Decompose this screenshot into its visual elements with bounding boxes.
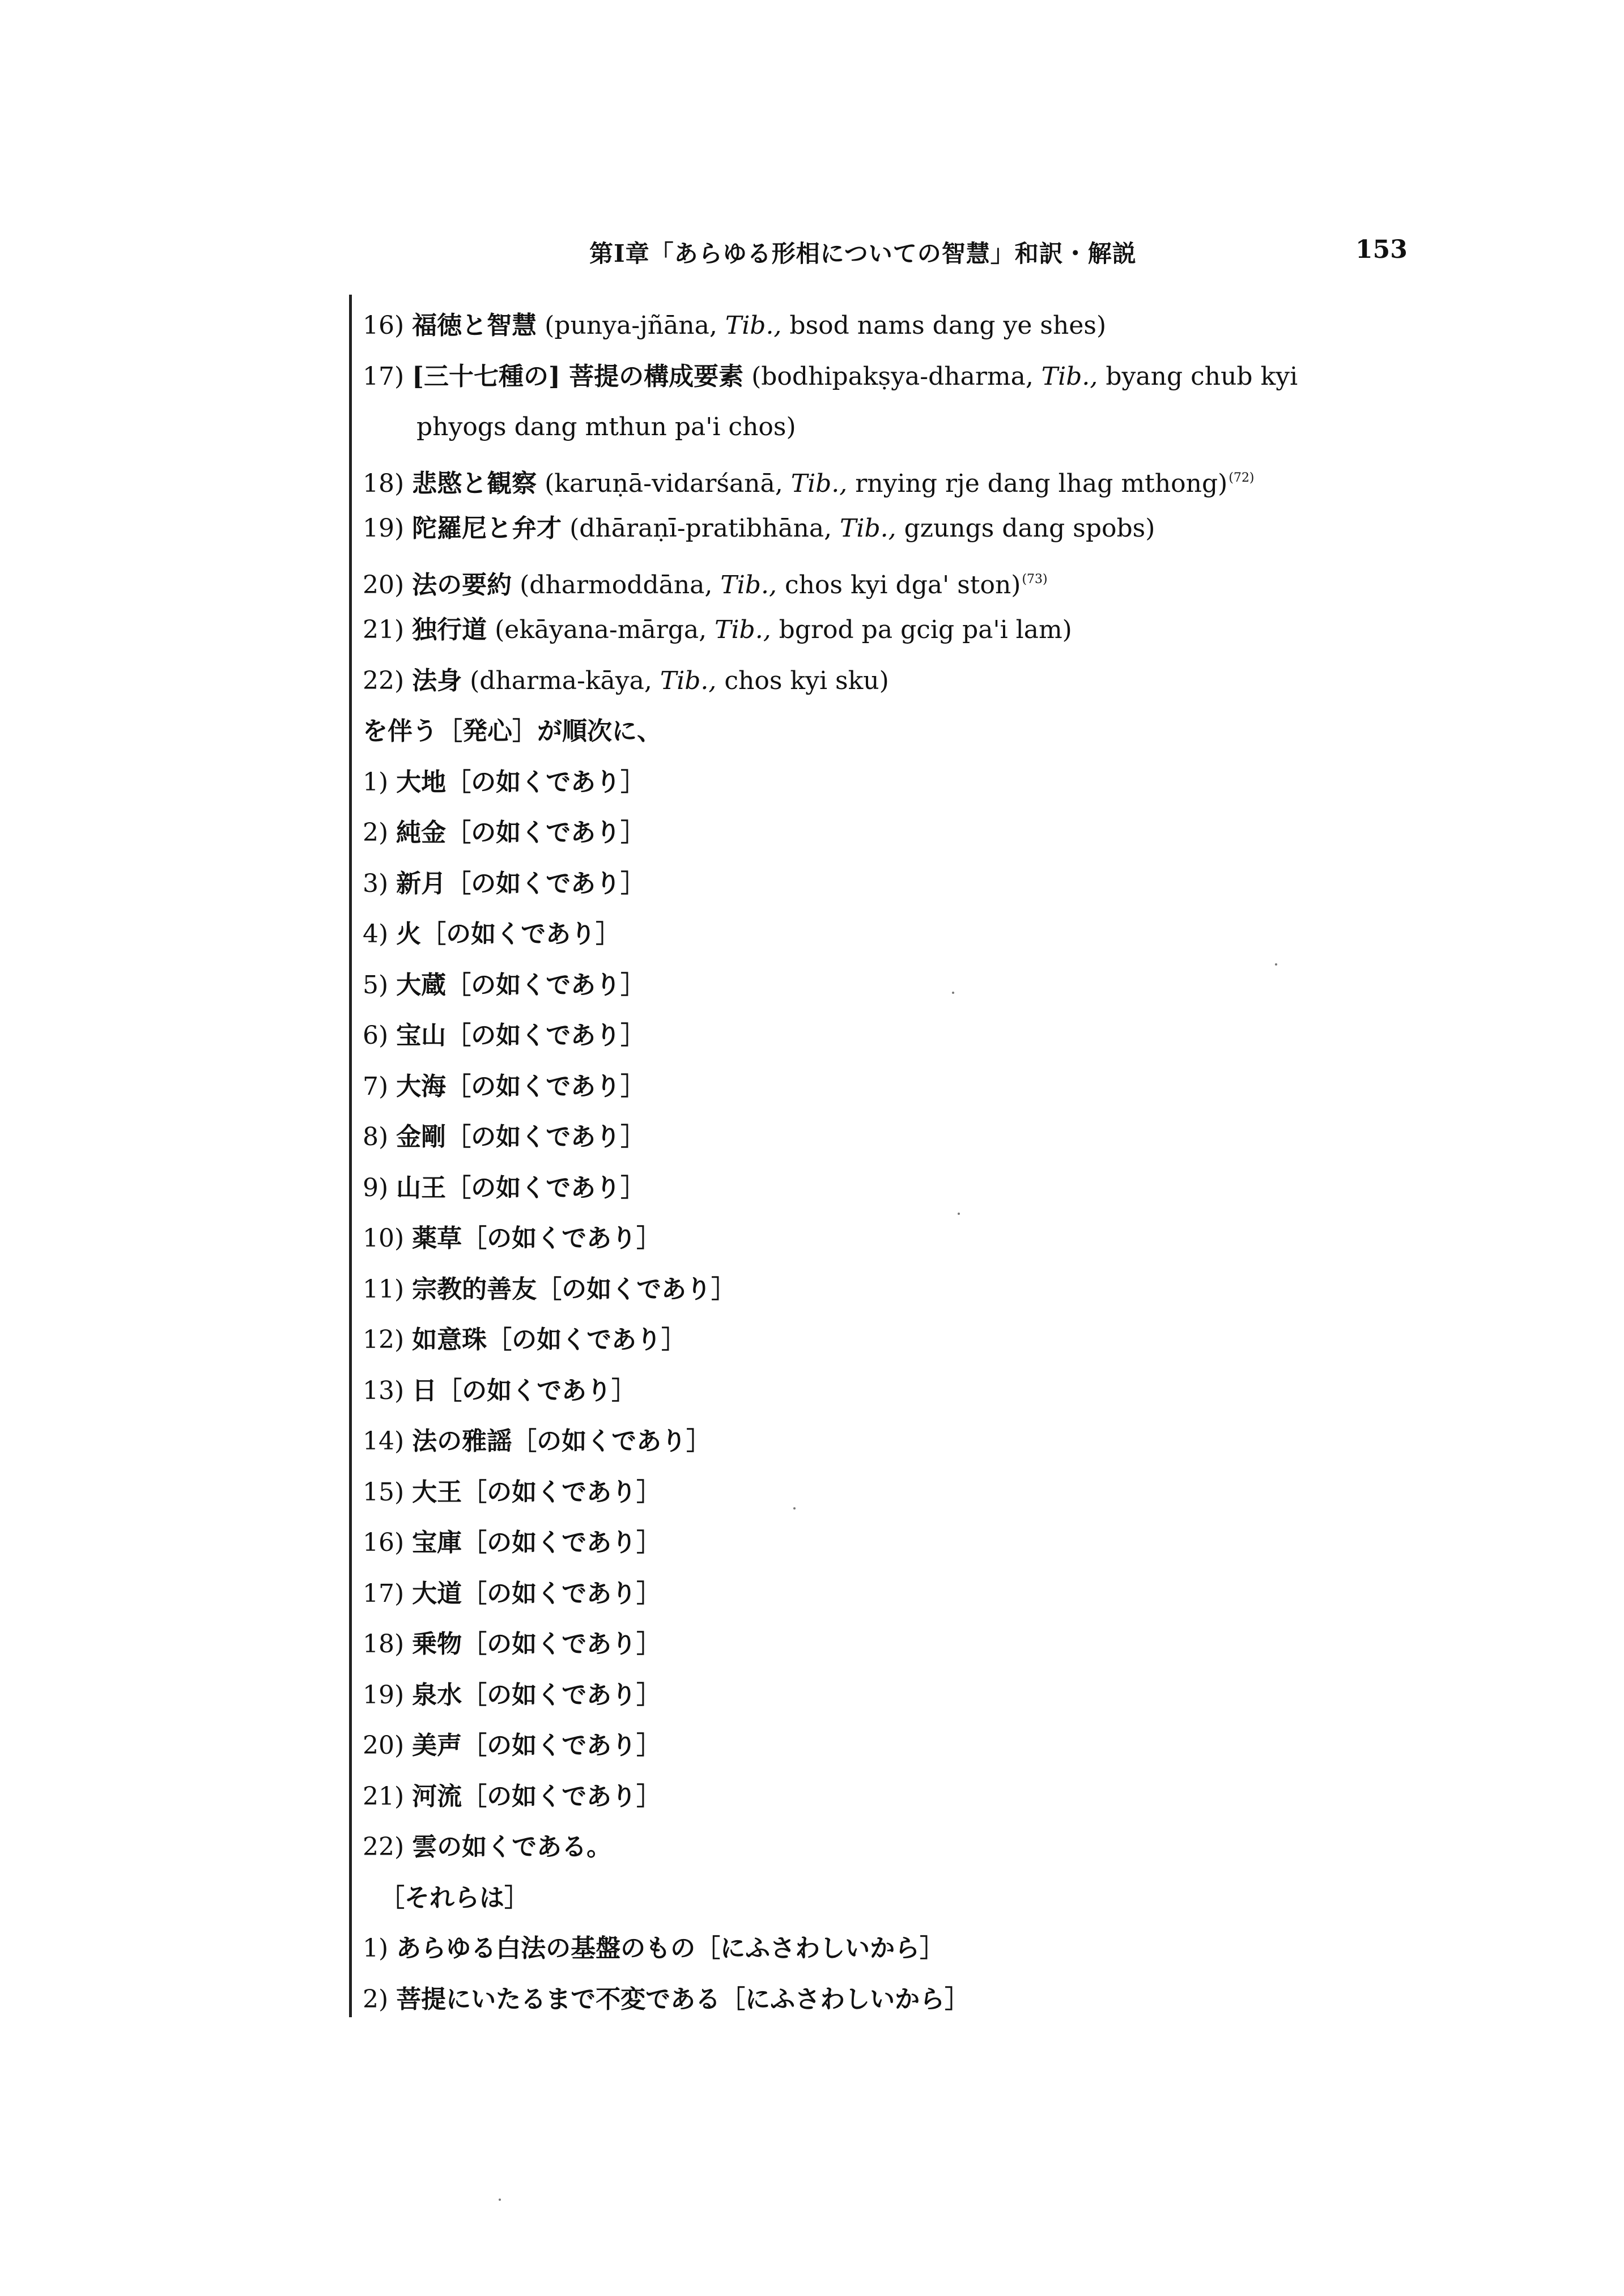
simile-item	[363, 1771, 1405, 1822]
simile-item	[363, 1163, 1405, 1214]
scan-speck	[958, 1213, 960, 1215]
item-number: 14)	[363, 1427, 413, 1456]
simile-item	[363, 1467, 1405, 1518]
simile-text: 宗教的善友［の如くであり］	[412, 1274, 737, 1304]
tib-label: Tib.,	[725, 311, 782, 340]
scan-speck	[499, 2199, 501, 2201]
item-tibetan: bgrod pa gcig pa'i lam)	[771, 615, 1072, 644]
tib-label: Tib.,	[660, 666, 717, 695]
reason-item	[363, 1923, 1405, 1974]
tib-label: Tib.,	[1041, 362, 1098, 391]
scan-speck	[793, 1507, 796, 1510]
item-term: 悲愍と観察	[412, 469, 537, 498]
item-tibetan: bsod nams dang ye shes)	[781, 311, 1107, 340]
item-term: 法身	[412, 666, 462, 695]
item-sanskrit: (ekāyana-mārga,	[487, 615, 715, 644]
item-number: 1)	[363, 767, 397, 797]
footnote-ref: (73)	[1022, 572, 1048, 586]
item-number: 3)	[363, 869, 397, 898]
simile-item	[363, 1061, 1405, 1112]
simile-item	[363, 1112, 1405, 1163]
simile-text: 美声［の如くであり］	[412, 1731, 662, 1760]
margin-bar	[349, 295, 352, 2017]
item-number: 12)	[363, 1325, 413, 1354]
list-item	[363, 453, 1405, 504]
simile-text: 大地［の如くであり］	[396, 767, 646, 797]
item-sanskrit: (dharma-kāya,	[462, 666, 660, 695]
list-item	[363, 656, 1405, 707]
simile-text: 雲の如くである。	[412, 1832, 612, 1861]
simile-item	[363, 909, 1405, 960]
item-number: 22)	[363, 666, 413, 695]
item-tibetan: gzungs dang spobs)	[896, 514, 1155, 543]
item-number: 1)	[363, 1934, 397, 1963]
scan-speck	[1275, 963, 1277, 966]
simile-text: 純金［の如くであり］	[396, 818, 646, 847]
simile-item	[363, 1822, 1405, 1873]
item-number: 19)	[363, 514, 413, 543]
simile-item	[363, 1416, 1405, 1467]
reason-text: あらゆる白法の基盤のもの［にふさわしいから］	[396, 1934, 945, 1963]
running-head: 第Ⅰ章「あらゆる形相についての智慧」和訳・解説	[589, 240, 1137, 267]
simile-item	[363, 1366, 1405, 1417]
page-body	[363, 300, 1405, 2025]
item-tibetan: chos kyi dga' ston)	[776, 570, 1021, 599]
simile-item	[363, 1720, 1405, 1771]
item-number: 17)	[363, 1579, 413, 1608]
simile-item	[363, 1517, 1405, 1568]
footnote-ref: (72)	[1228, 470, 1255, 485]
item-tibetan: chos kyi sku)	[716, 666, 889, 695]
item-number: 10)	[363, 1224, 413, 1253]
item-number: 2)	[363, 818, 397, 847]
item-number: 8)	[363, 1123, 397, 1151]
simile-text: 金剛［の如くであり］	[396, 1123, 646, 1151]
item-number: 18)	[363, 469, 413, 498]
reason-item	[363, 1974, 1405, 2025]
simile-text: 大王［の如くであり］	[412, 1477, 662, 1507]
simile-text: 泉水［の如くであり］	[412, 1680, 662, 1710]
simile-text: 火［の如くであり］	[396, 920, 621, 949]
simile-text: 乗物［の如くであり］	[412, 1630, 662, 1659]
simile-text: 新月［の如くであり］	[396, 869, 646, 898]
item-number: 22)	[363, 1832, 413, 1861]
item-term: 福徳と智慧	[412, 311, 537, 340]
simile-text: 宝庫［の如くであり］	[412, 1528, 662, 1557]
item-sanskrit: (dharmoddāna,	[512, 570, 721, 599]
list-item	[363, 503, 1405, 554]
simile-item	[363, 1264, 1405, 1315]
simile-text: 山王［の如くであり］	[396, 1173, 646, 1202]
simile-text: 宝山［の如くであり］	[396, 1021, 646, 1050]
tib-label: Tib.,	[790, 469, 848, 498]
item-term: 陀羅尼と弁才	[412, 514, 562, 543]
simile-text: 大蔵［の如くであり］	[396, 970, 646, 1000]
simile-text: 大道［の如くであり］	[412, 1579, 662, 1608]
list-item	[363, 605, 1405, 656]
item-number: 19)	[363, 1680, 413, 1710]
item-number: 5)	[363, 970, 397, 1000]
simile-item	[363, 1670, 1405, 1721]
tib-label: Tib.,	[840, 514, 896, 543]
simile-item	[363, 1213, 1405, 1264]
item-sanskrit: (karuṇā-vidarśanā,	[537, 469, 791, 498]
list-item-continuation: phyogs dang mthun pa'i chos)	[416, 413, 796, 441]
simile-item	[363, 757, 1405, 808]
item-number: 15)	[363, 1477, 413, 1507]
simile-item	[363, 1568, 1405, 1619]
item-number: 11)	[363, 1274, 413, 1304]
item-tibetan: byang chub kyi	[1098, 362, 1298, 391]
simile-item	[363, 807, 1405, 858]
simile-item	[363, 960, 1405, 1011]
item-number: 4)	[363, 920, 397, 949]
simile-text: 如意珠［の如くであり］	[412, 1325, 687, 1354]
item-number: 13)	[363, 1376, 413, 1405]
simile-item	[363, 1619, 1405, 1670]
item-number: 20)	[363, 570, 413, 599]
item-number: 17)	[363, 362, 413, 391]
reason-text: 菩提にいたるまで不変である［にふさわしいから］	[396, 1984, 970, 2014]
list-item	[363, 554, 1405, 605]
list-item	[363, 351, 1405, 402]
bracket-line: ［それらは］	[380, 1883, 529, 1912]
item-number: 16)	[363, 311, 413, 340]
simile-text: 薬草［の如くであり］	[412, 1224, 662, 1253]
page-number: 153	[1355, 235, 1408, 264]
item-sanskrit: (dhāraṇī-pratibhāna,	[562, 514, 840, 543]
item-number: 2)	[363, 1984, 397, 2014]
tib-label: Tib.,	[715, 615, 771, 644]
item-number: 18)	[363, 1630, 413, 1659]
simile-text: 河流［の如くであり］	[412, 1781, 662, 1811]
list-item	[363, 300, 1405, 351]
item-number: 21)	[363, 1781, 413, 1811]
item-number: 7)	[363, 1072, 397, 1101]
item-number: 21)	[363, 615, 413, 644]
transition-line: を伴う［発心］が順次に、	[363, 717, 662, 746]
item-term: [三十七種の] 菩提の構成要素	[412, 362, 744, 391]
simile-text: 日［の如くであり］	[412, 1376, 637, 1405]
item-sanskrit: (punya-jñāna,	[537, 311, 725, 340]
scan-speck	[952, 992, 954, 994]
simile-item	[363, 858, 1405, 909]
item-number: 6)	[363, 1021, 397, 1050]
item-tibetan: rnying rje dang lhag mthong)	[847, 469, 1228, 498]
simile-text: 大海［の如くであり］	[396, 1072, 646, 1101]
item-number: 9)	[363, 1173, 397, 1202]
simile-item	[363, 1010, 1405, 1061]
simile-item	[363, 1315, 1405, 1366]
simile-text: 法の雅謡［の如くであり］	[412, 1427, 712, 1456]
item-number: 20)	[363, 1731, 413, 1760]
item-number: 16)	[363, 1528, 413, 1557]
item-term: 法の要約	[412, 570, 512, 599]
item-term: 独行道	[412, 615, 487, 644]
tib-label: Tib.,	[720, 570, 777, 599]
item-sanskrit: (bodhipakṣya-dharma,	[743, 362, 1041, 391]
